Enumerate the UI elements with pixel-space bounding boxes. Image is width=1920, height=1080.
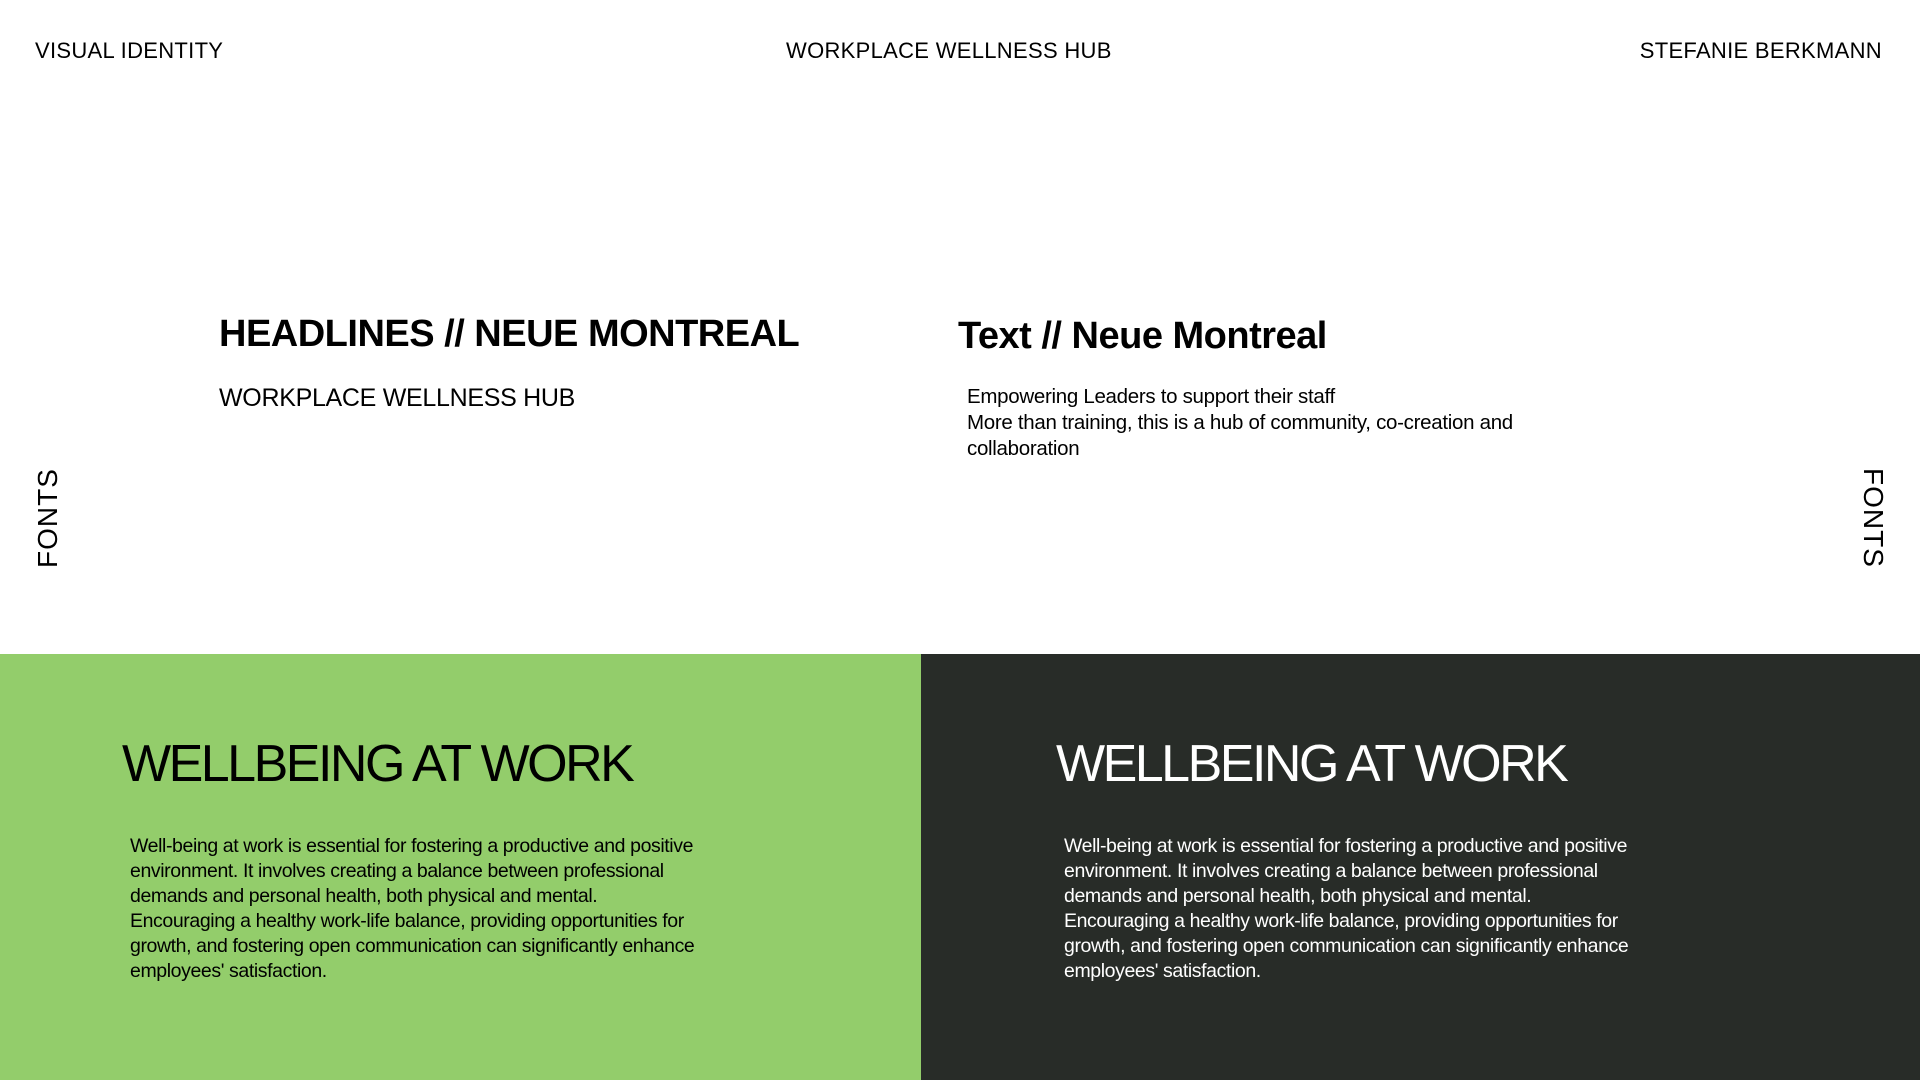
text-sample-line: collaboration [967, 437, 1080, 460]
dark-body-line: Well-being at work is essential for fostering a productive and positive [1064, 835, 1628, 857]
dark-body-line: demands and personal health, both physical and mental. [1064, 885, 1532, 907]
dark-panel-title: WELLBEING AT WORK [1056, 735, 1567, 793]
dark-body-line: growth, and fostering open communication can significantly enhance [1064, 935, 1629, 957]
text-font-sample [967, 384, 1587, 462]
dark-sample-panel [921, 654, 1920, 1080]
header-project-title: WORKPLACE WELLNESS HUB [786, 38, 1112, 63]
headlines-font-sample: WORKPLACE WELLNESS HUB [219, 384, 575, 412]
dark-body-line: Encouraging a healthy work-life balance, providing opportunities for [1064, 910, 1618, 932]
header-section-label: VISUAL IDENTITY [35, 38, 224, 63]
green-body-line: demands and personal health, both physical and mental. [130, 885, 598, 907]
green-body-line: growth, and fostering open communication can significantly enhance [130, 935, 695, 957]
green-body-line: Encouraging a healthy work-life balance, providing opportunities for [130, 910, 684, 932]
green-panel-body [130, 834, 750, 984]
side-label-right: FONTS [1858, 468, 1889, 568]
text-sample-line: Empowering Leaders to support their staff [967, 385, 1335, 408]
dark-body-line: employees' satisfaction. [1064, 960, 1261, 982]
green-sample-panel [0, 654, 921, 1080]
text-sample-line: More than training, this is a hub of community, co-creation and [967, 411, 1513, 434]
text-font-title: Text // Neue Montreal [958, 315, 1327, 357]
green-body-line: Well-being at work is essential for fostering a productive and positive [130, 835, 694, 857]
headlines-font-title: HEADLINES // NEUE MONTREAL [219, 313, 800, 355]
side-label-left: FONTS [32, 468, 63, 568]
dark-body-line: environment. It involves creating a balance between professional [1064, 860, 1598, 882]
green-body-line: environment. It involves creating a balance between professional [130, 860, 664, 882]
green-body-line: employees' satisfaction. [130, 960, 327, 982]
header-author-name: STEFANIE BERKMANN [1639, 38, 1882, 63]
dark-panel-body [1064, 834, 1684, 984]
green-panel-title: WELLBEING AT WORK [122, 735, 633, 793]
